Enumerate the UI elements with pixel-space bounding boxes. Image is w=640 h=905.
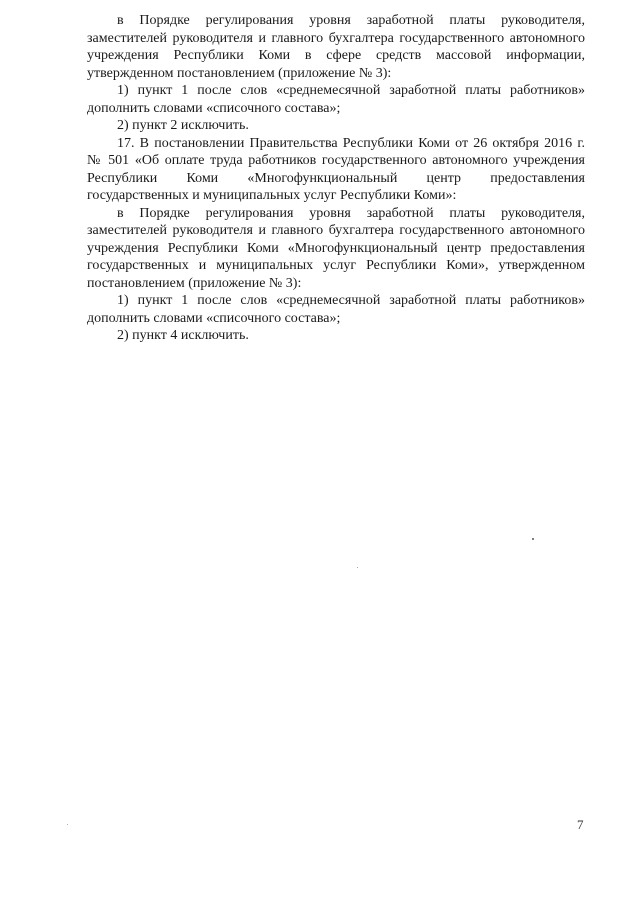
scan-speck [357,567,358,568]
paragraph-salary-order-mfc: в Порядке регулирования уровня заработной платы руководителя, заместителей руководителя и главного бухгалтера государственного автономного учреждения Республики Коми «Многофункциональный центр предоставления государственных и муниципальных услуг Республики Коми», утвержденном постановлением (приложение № 3): [87,205,585,291]
paragraph-item-4-delete: 2) пункт 4 исключить. [117,328,249,343]
paragraph-salary-order-mass-media: в Порядке регулирования уровня заработной платы руководителя, заместителей руководителя и главного бухгалтера государственного автономного учреждения Республики Коми в сфере средств массовой информации, утвержденном постановлением (приложение № 3): [87,13,585,81]
paragraph-item-2-delete: 2) пункт 2 исключить. [117,118,249,133]
page-number: 7 [577,817,584,832]
scan-speck [67,824,68,825]
paragraph-section-17: 17. В постановлении Правительства Республики Коми от 26 октября 2016 г. № 501 «Об оплате труда работников государственного автономного учреждения Республики Коми «Многофункциональный центр предоставления государственных и муниципальных услуг Республики Коми»: [87,135,585,203]
document-body [87,12,585,345]
paragraph-item-1-amend: 1) пункт 1 после слов «среднемесячной заработной платы работников» дополнить словами «списочного состава»; [87,83,585,116]
scan-speck [532,538,534,540]
paragraph-item-1-amend-mfc: 1) пункт 1 после слов «среднемесячной заработной платы работников» дополнить словами «списочного состава»; [87,293,585,326]
